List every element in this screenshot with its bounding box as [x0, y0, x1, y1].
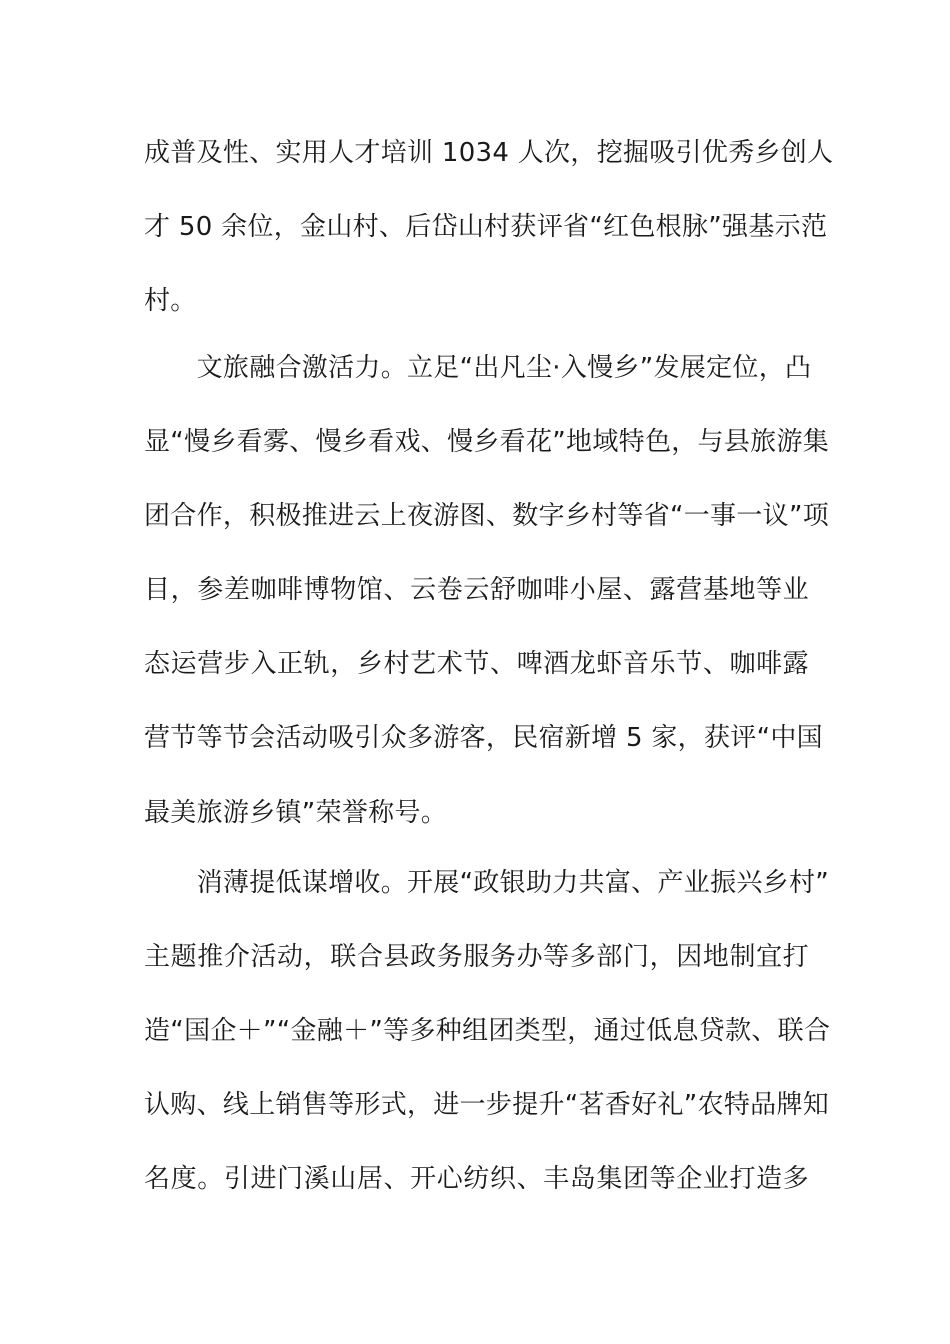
text-line: 最美旅游乡镇”荣誉称号。 — [144, 798, 448, 828]
text-line: 主题推介活动，联合县政务服务办等多部门，因地制宜打 — [144, 942, 809, 972]
text-line: 才 50 余位，金山村、后岱山村获评省“红色根脉”强基示范 — [144, 212, 828, 242]
text-line: 名度。引进门溪山居、开心纺织、丰岛集团等企业打造多 — [144, 1164, 809, 1194]
text-line: 消薄提低谋增收。开展“政银助力共富、产业振兴乡村” — [144, 868, 830, 898]
text-line: 显“慢乡看雾、慢乡看戏、慢乡看花”地域特色，与县旅游集 — [144, 427, 830, 457]
text-line: 目，参差咖啡博物馆、云卷云舒咖啡小屋、露营基地等业 — [144, 575, 809, 605]
text-line: 营节等节会活动吸引众多游客，民宿新增 5 家，获评“中国 — [144, 723, 823, 753]
text-line: 村。 — [144, 286, 197, 316]
text-line: 成普及性、实用人才培训 1034 人次，挖掘吸引优秀乡创人 — [144, 138, 834, 168]
text-line: 态运营步入正轨，乡村艺术节、啤酒龙虾音乐节、咖啡露 — [144, 649, 809, 679]
text-line: 认购、线上销售等形式，进一步提升“茗香好礼”农特品牌知 — [144, 1090, 830, 1120]
text-line: 团合作，积极推进云上夜游图、数字乡村等省“一事一议”项 — [144, 501, 830, 531]
text-line: 文旅融合激活力。立足“出凡尘·入慢乡”发展定位，凸 — [144, 353, 812, 383]
text-line: 造“国企＋”“金融＋”等多种组团类型，通过低息贷款、联合 — [144, 1016, 831, 1046]
